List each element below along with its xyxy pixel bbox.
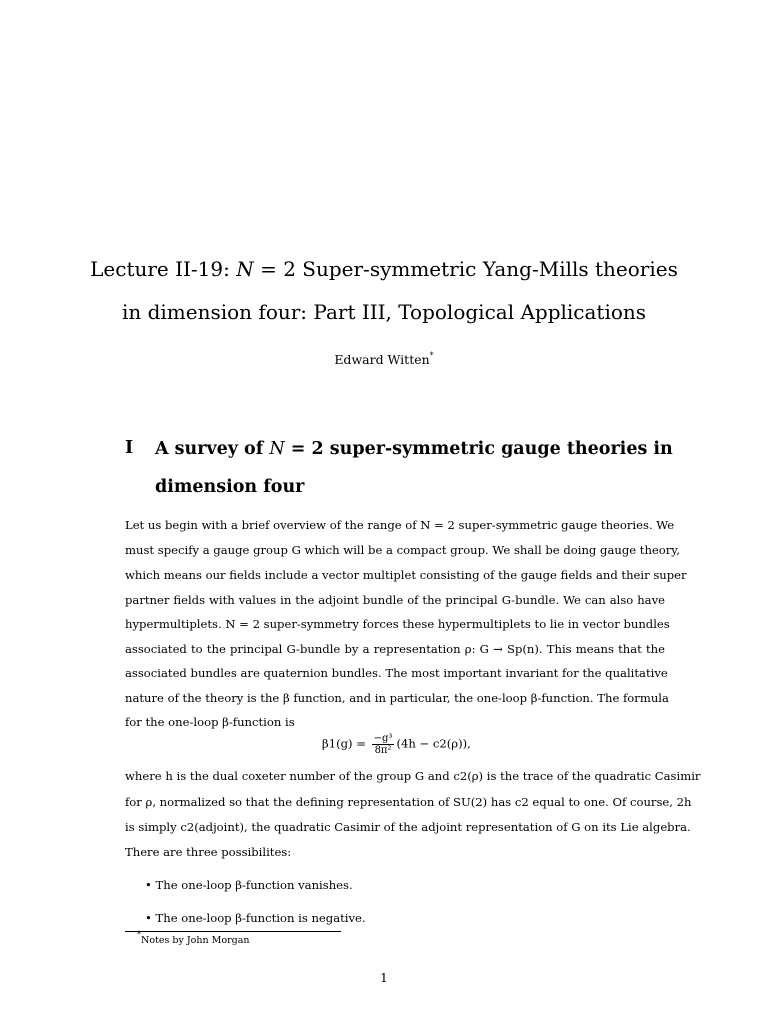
footnote-divider [125, 931, 341, 932]
body-line: for the one-loop β-function is [125, 715, 295, 729]
formula-lhs: β1(g) = [322, 736, 366, 751]
paper-title-line-1: Lecture II-19: N = 2 Super-symmetric Yang-Mills theories [90, 257, 678, 281]
footnote-text: Notes by John Morgan [141, 935, 250, 946]
author-footnote-mark: * [429, 351, 434, 360]
paper-title-line-2: in dimension four: Part III, Topological Applications [121, 300, 647, 324]
section-heading-line-1: A survey of N = 2 super-symmetric gauge theories in [155, 439, 673, 459]
author-name: Edward Witten [334, 352, 430, 367]
section-heading-line-2: dimension four [155, 477, 305, 497]
footnote [137, 930, 250, 947]
body-line: where h is the dual coxeter number of the group G and c2(ρ) is the trace of the quadratic Casimir [125, 769, 701, 783]
body-line: Let us begin with a brief overview of the range of N = 2 super-symmetric gauge theories. We [125, 518, 675, 532]
body-line: must specify a gauge group G which will be a compact group. We shall be doing gauge theory, [125, 543, 680, 557]
body-line: associated bundles are quaternion bundles. The most important invariant for the qualitative [125, 666, 668, 680]
body-line: hypermultiplets. N = 2 super-symmetry forces these hypermultiplets to lie in vector bundles [125, 617, 670, 631]
body-line: associated to the principal G-bundle by a representation ρ: G → Sp(n). This means that the [125, 642, 665, 656]
list-item: • The one-loop β-function is negative. [145, 911, 366, 925]
body-line: is simply c2(adjoint), the quadratic Casimir of the adjoint representation of G on its Lie algebra. [125, 820, 691, 834]
body-line: partner fields with values in the adjoint bundle of the principal G-bundle. We can also have [125, 593, 665, 607]
body-line: nature of the theory is the β function, and in particular, the one-loop β-function. The formula [125, 691, 669, 705]
list-item: • The one-loop β-function vanishes. [145, 878, 353, 892]
formula-rhs: (4h − c2(ρ)), [396, 736, 471, 751]
body-line: There are three possibilites: [125, 845, 292, 859]
page-number: 1 [380, 971, 388, 985]
formula-fraction [372, 733, 395, 756]
footnote-mark: * [137, 930, 141, 939]
body-line: for ρ, normalized so that the defining representation of SU(2) has c2 equal to one. Of course, 2h [125, 795, 692, 809]
beta-function-formula [322, 733, 471, 756]
formula-denominator: 8π² [374, 745, 392, 756]
body-line: which means our fields include a vector multiplet consisting of the gauge fields and their super [125, 568, 687, 582]
author [0, 352, 768, 368]
section-number: I [125, 438, 134, 458]
formula-numerator: −g³ [373, 733, 393, 744]
